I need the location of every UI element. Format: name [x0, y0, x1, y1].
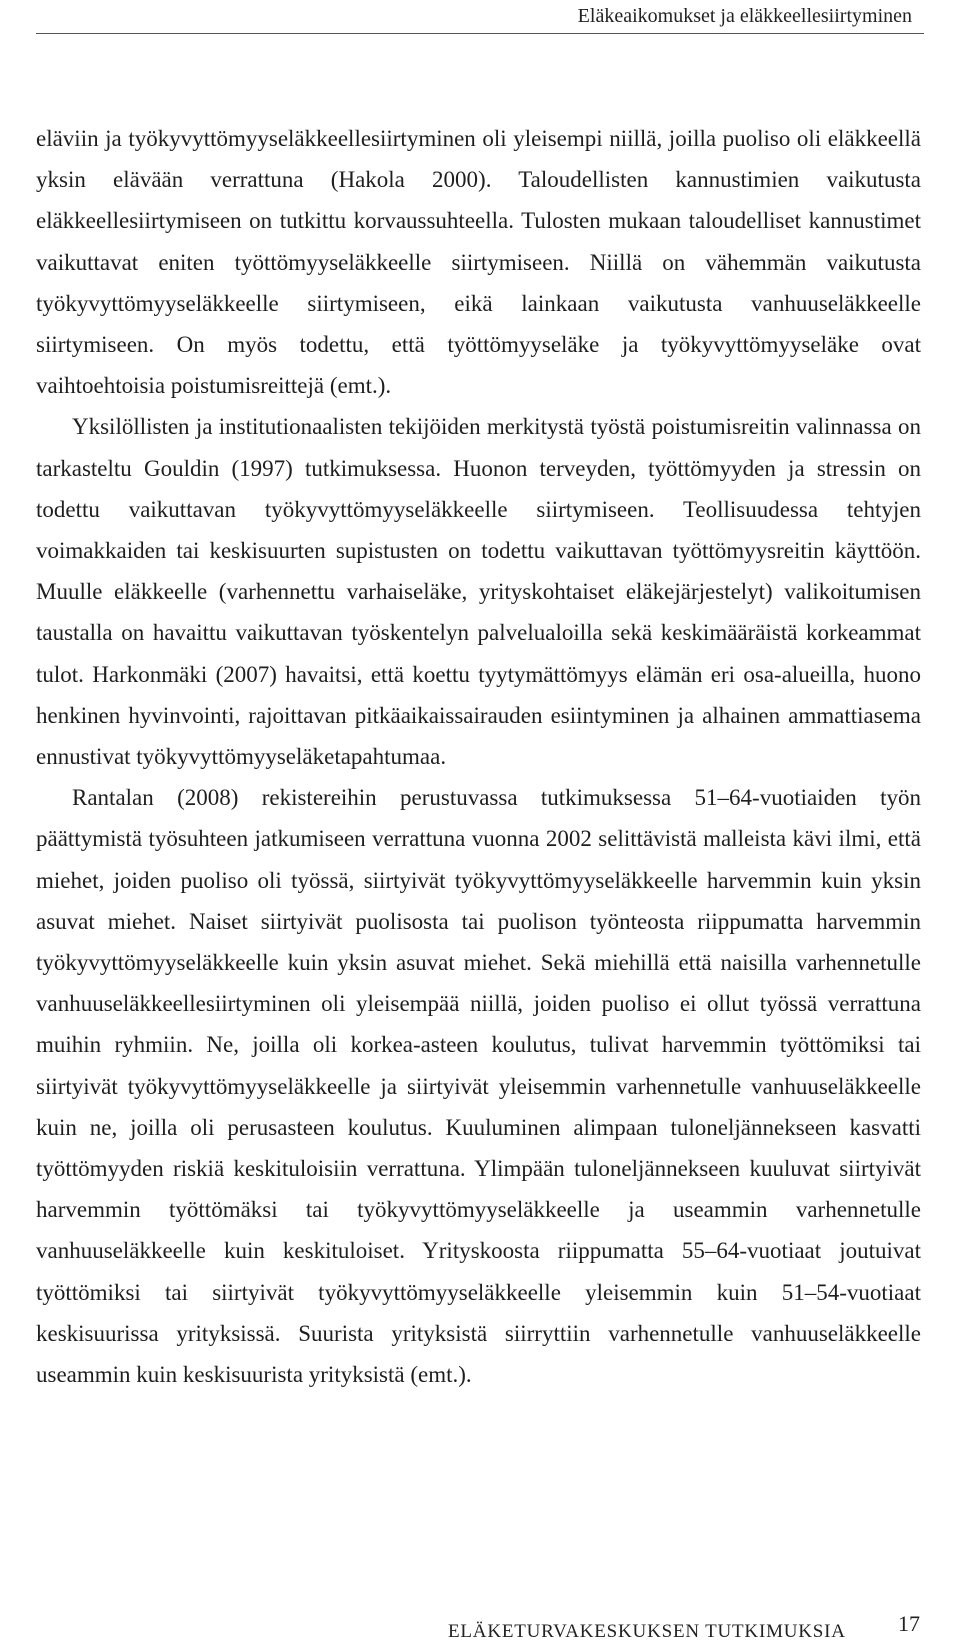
paragraph-2: Yksilöllisten ja institutionaalisten tekijöiden merkitystä työstä poistumisreitin valinnassa on tarkasteltu Gouldin (1997) tutkimuksessa. Huonon terveyden, työttömyyden ja stressin on todettu vaikuttavan työkyvyttömyyseläkkeelle siirtymiseen. Teollisuudessa tehtyjen voimakkaiden tai keskisuurten supistusten on todettu vaikuttavan työttömyysreitin käyttöön. Muulle eläkkeelle (varhennettu varhaiseläke, yrityskohtaiset eläkejärjestelyt) valikoitumisen taustalla on havaittu vaikuttavan työskentelyn palvelualoilla sekä keskimääräistä korkeammat tulot. Harkonmäki (2007) havaitsi, että koettu tyytymättömyys elämän eri osa-alueilla, huono henkinen hyvinvointi, rajoittavan pitkäaikaissairauden esiintyminen ja alhainen ammattiasema ennustivat työkyvyttömyyseläketapahtumaa. — [36, 414, 921, 770]
header-rule — [36, 33, 924, 34]
body-text — [36, 118, 921, 1395]
footer-series-title: ELÄKETURVAKESKUKSEN TUTKIMUKSIA — [448, 1621, 846, 1642]
paragraph-1: eläviin ja työkyvyttömyyseläkkeellesiirtyminen oli yleisempi niillä, joilla puoliso oli eläkkeellä yksin elävään verrattuna (Hakola 2000). Taloudellisten kannustimien vaikutusta eläkkeellesiirtymiseen on tutkittu korvaussuhteella. Tulosten mukaan taloudelliset kannustimet vaikuttavat eniten työttömyyseläkkeelle siirtymiseen. Niillä on vähemmän vaikutusta työkyvyttömyyseläkkeelle siirtymiseen, eikä lainkaan vaikutusta vanhuuseläkkeelle siirtymiseen. On myös todettu, että työttömyyseläke ja työkyvyttömyyseläke ovat vaihtoehtoisia poistumisreittejä (emt.). — [36, 126, 921, 399]
page-number: 17 — [898, 1611, 920, 1636]
running-head: Eläkeaikomukset ja eläkkeellesiirtyminen — [577, 5, 912, 27]
paragraph-3: Rantalan (2008) rekistereihin perustuvassa tutkimuksessa 51–64-vuotiaiden työn päättymistä työsuhteen jatkumiseen verrattuna vuonna 2002 selittävistä malleista kävi ilmi, että miehet, joiden puoliso oli työssä, siirtyivät työkyvyttömyyseläkkeelle harvemmin kuin yksin asuvat miehet. Naiset siirtyivät puolisosta tai puolison työnteosta riippumatta harvemmin työkyvyttömyyseläkkeelle kuin yksin asuvat miehet. Sekä miehillä että naisilla varhennetulle vanhuuseläkkeellesiirtyminen oli yleisempää niillä, joiden puoliso ei ollut työssä verrattuna muihin ryhmiin. Ne, joilla oli korkea-asteen koulutus, tulivat harvemmin työttömiksi tai siirtyivät työkyvyttömyyseläkkeelle ja siirtyivät yleisemmin varhennetulle vanhuuseläkkeelle kuin ne, joilla oli perusasteen koulutus. Kuuluminen alimpaan tuloneljännekseen kasvatti työttömyyden riskiä keskituloisiin verrattuna. Ylimpään tuloneljännekseen kuuluvat siirtyivät harvemmin työttömäksi tai työkyvyttömyyseläkkeelle ja useammin varhennetulle vanhuuseläkkeelle kuin keskituloiset. Yrityskoosta riippumatta 55–64-vuotiaat joutuivat työttömiksi tai siirtyivät työkyvyttömyyseläkkeelle yleisemmin kuin 51–54-vuotiaat keskisuurissa yrityksissä. Suurista yrityksistä siirryttiin varhennetulle vanhuuseläkkeelle useammin kuin keskisuurista yrityksistä (emt.). — [36, 785, 921, 1388]
